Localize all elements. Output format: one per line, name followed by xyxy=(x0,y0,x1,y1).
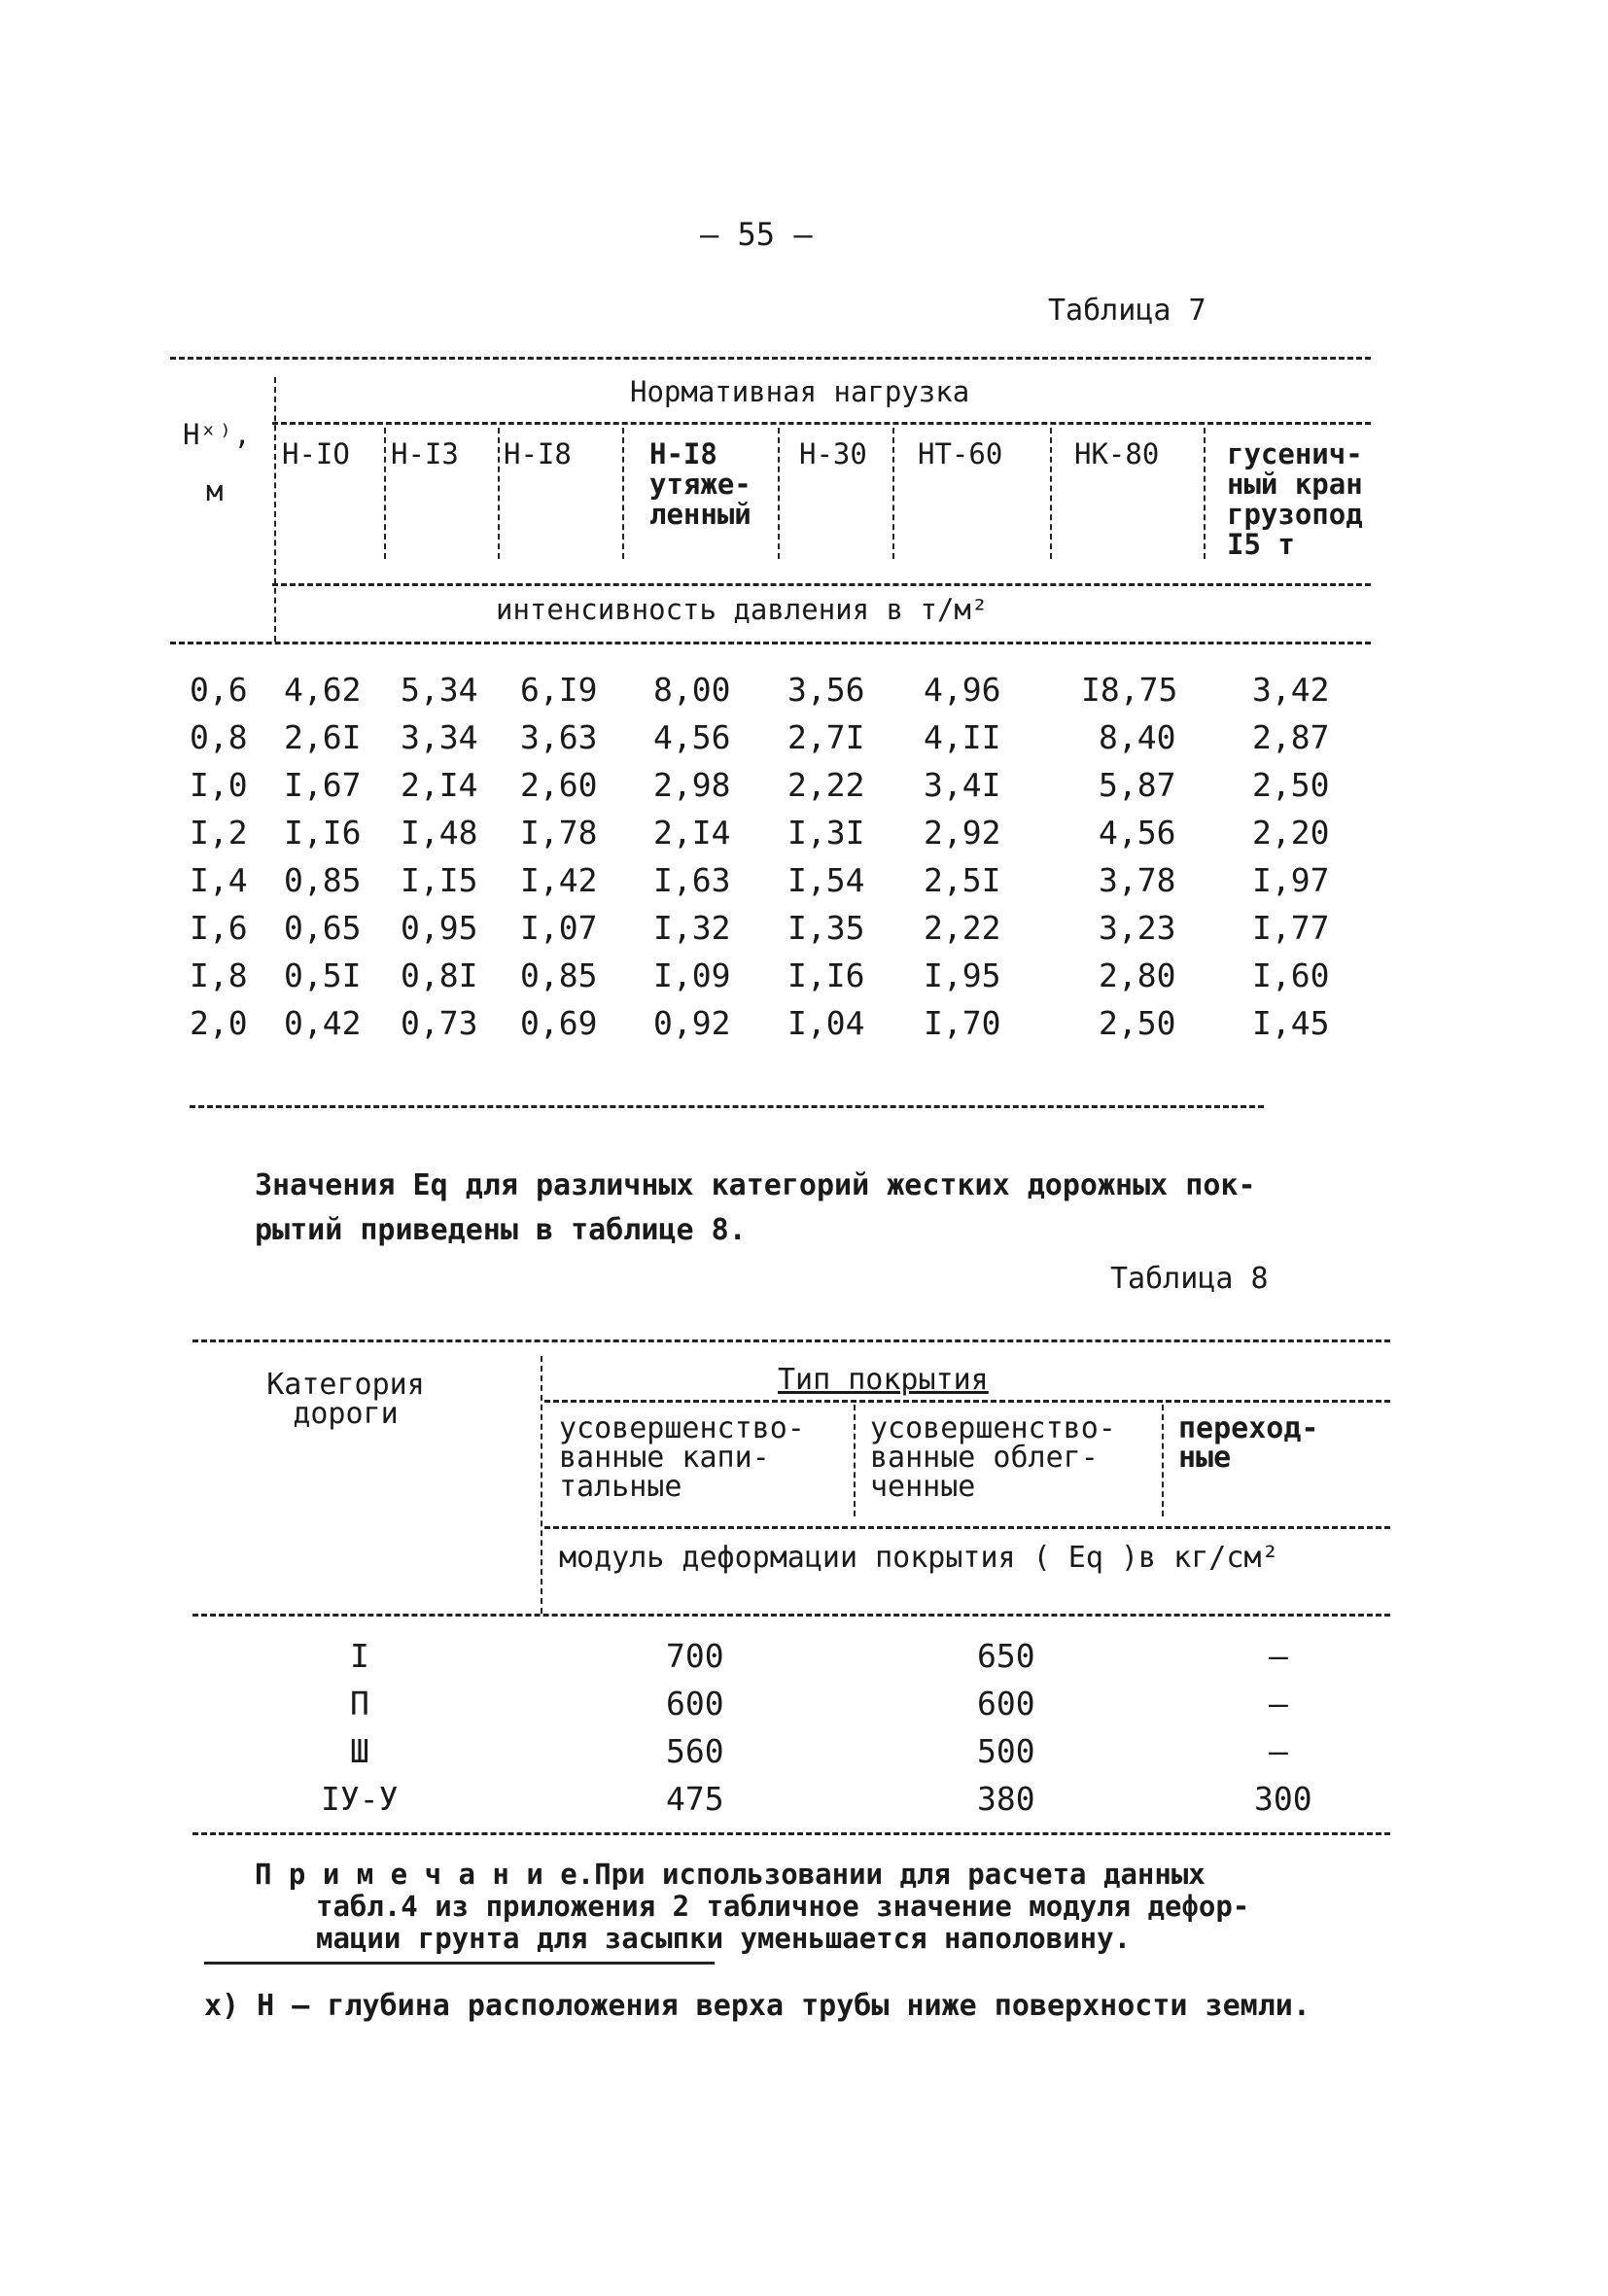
table7-cell: I,4 xyxy=(190,861,248,899)
table7-cell: I,70 xyxy=(924,1004,1001,1042)
table8-cell: – xyxy=(1269,1732,1288,1770)
table8-cell: 600 xyxy=(977,1685,1035,1722)
table7-cell: 3,34 xyxy=(401,718,478,756)
table7-cell: 0,85 xyxy=(520,957,598,994)
table7-cell: 0,85 xyxy=(284,861,362,899)
table8-cell: 650 xyxy=(977,1637,1035,1675)
table7-cell: I,60 xyxy=(1252,957,1330,994)
note-line: мации грунта для засыпки уменьшается наполовину. xyxy=(316,1922,1132,1955)
table7-cell: I,45 xyxy=(1252,1004,1330,1042)
footnote-rule xyxy=(204,1962,715,1965)
table7-cell: 2,I4 xyxy=(401,766,478,804)
table7-cell: 4,II xyxy=(924,718,1001,756)
table7-cell: 0,95 xyxy=(401,909,478,947)
table7-cell: 2,I4 xyxy=(653,814,731,852)
table7-cell: 6,I9 xyxy=(520,671,598,709)
table7-col-header: НТ-60 xyxy=(918,437,1003,470)
table7-col-header: Н-I3 xyxy=(391,437,459,470)
paragraph-line: Значения Eq для различных категорий жестких дорожных пок- xyxy=(255,1168,1256,1202)
table8-col0-header: Категория дороги xyxy=(266,1368,425,1431)
table7-caption: Таблица 7 xyxy=(1048,294,1206,328)
note-line xyxy=(255,1859,1206,1890)
table7-cell: I,2 xyxy=(190,814,248,852)
table7-cell: 2,7I xyxy=(787,718,865,756)
table8-cell: 380 xyxy=(977,1780,1035,1818)
table7-cell: 4,56 xyxy=(1099,814,1176,852)
table7-cell: I,77 xyxy=(1252,909,1330,947)
table7-col-header: Н-30 xyxy=(799,437,867,470)
table7-cell: I,I5 xyxy=(401,861,478,899)
table7-cell: 0,8I xyxy=(401,957,478,994)
table7-cell: 2,87 xyxy=(1252,718,1330,756)
table7-cell: 4,96 xyxy=(924,671,1001,709)
table7-cell: 5,34 xyxy=(401,671,478,709)
table7-cell: 0,92 xyxy=(653,1004,731,1042)
table7-cell: I,97 xyxy=(1252,861,1330,899)
page-number: — 55 — xyxy=(700,216,813,253)
table7-cell: I,6 xyxy=(190,909,248,947)
table8-cell: – xyxy=(1269,1685,1288,1722)
table7-cell: I,07 xyxy=(520,909,598,947)
table7-cell: 0,5I xyxy=(284,957,362,994)
table8-sub-header: модуль деформации покрытия ( Eq )в кг/см² xyxy=(559,1541,1279,1575)
table7-col-header: Н-I8 утяже- ленный xyxy=(649,437,752,531)
note-text: .При использовании для расчета данных xyxy=(577,1858,1206,1891)
table7-cell: 3,63 xyxy=(520,718,598,756)
table7-cell: 3,78 xyxy=(1099,861,1176,899)
table7-cell: I,95 xyxy=(924,957,1001,994)
table7-cell: I,67 xyxy=(284,766,362,804)
table7-cell: 2,98 xyxy=(653,766,731,804)
table7-cell: 5,87 xyxy=(1099,766,1176,804)
table7-cell: 3,4I xyxy=(924,766,1001,804)
table7-cell: I,04 xyxy=(787,1004,865,1042)
table7-cell: I,63 xyxy=(653,861,731,899)
table7-cell: 2,60 xyxy=(520,766,598,804)
paragraph-line: рытий приведены в таблице 8. xyxy=(255,1213,747,1247)
table7-cell: I,3I xyxy=(787,814,865,852)
table7-col-header: Н-IO xyxy=(282,437,350,470)
table7-cell: 2,50 xyxy=(1099,1004,1176,1042)
table8-cell: I xyxy=(350,1637,369,1675)
note-label: П р и м е ч а н и е xyxy=(255,1858,577,1891)
table7-cell: 0,8 xyxy=(190,718,248,756)
table7-cell: 3,56 xyxy=(787,671,865,709)
table7-cell: 2,22 xyxy=(787,766,865,804)
table8-col-header: усовершенство- ванные облег- ченные xyxy=(870,1411,1116,1504)
table7-h-label: Нˣ⁾, xyxy=(183,418,251,451)
table7-col-header: гусенич- ный кран грузопод I5 т xyxy=(1227,437,1363,561)
table7-cell: 0,73 xyxy=(401,1004,478,1042)
table7-cell: 2,92 xyxy=(924,814,1001,852)
table7-cell: I,I6 xyxy=(284,814,362,852)
table7-sub-header: интенсивность давления в т/м² xyxy=(496,593,989,626)
table7-cell: I,8 xyxy=(190,957,248,994)
table7-cell: I,54 xyxy=(787,861,865,899)
table7-col-header: Н-I8 xyxy=(504,437,572,470)
table7-cell: 8,40 xyxy=(1099,718,1176,756)
table7-cell: 0,6 xyxy=(190,671,248,709)
table7-cell: I,I6 xyxy=(787,957,865,994)
note-line: табл.4 из приложения 2 табличное значение модуля дефор- xyxy=(316,1890,1250,1923)
table7-cell: 2,20 xyxy=(1252,814,1330,852)
table8-cell: 475 xyxy=(666,1780,724,1818)
table7-cell: I,32 xyxy=(653,909,731,947)
table8-cell: 500 xyxy=(977,1732,1035,1770)
table7-cell: 3,23 xyxy=(1099,909,1176,947)
table7-cell: I,48 xyxy=(401,814,478,852)
table7-h-unit: м xyxy=(206,474,224,507)
table7-group-header: Нормативная нагрузка xyxy=(630,375,970,408)
table8-cell: 300 xyxy=(1254,1780,1312,1818)
table7-cell: 2,80 xyxy=(1099,957,1176,994)
table7-cell: 4,62 xyxy=(284,671,362,709)
table7-cell: I,0 xyxy=(190,766,248,804)
table7-cell: 3,42 xyxy=(1252,671,1330,709)
table7-col-header: НК-80 xyxy=(1074,437,1160,470)
table8-cell: – xyxy=(1269,1637,1288,1675)
table8-cell: П xyxy=(350,1685,369,1722)
table7-cell: I,78 xyxy=(520,814,598,852)
table7-cell: 8,00 xyxy=(653,671,731,709)
table7-cell: 2,22 xyxy=(924,909,1001,947)
table7-cell: I,35 xyxy=(787,909,865,947)
table8-col-header: усовершенство- ванные капи- тальные xyxy=(559,1411,805,1504)
table7-cell: 2,5I xyxy=(924,861,1001,899)
footnote: x) Н – глубина расположения верха трубы ниже поверхности земли. xyxy=(204,1989,1311,2023)
table8-cell: IУ-У xyxy=(321,1780,399,1818)
table7-cell: I8,75 xyxy=(1081,671,1178,709)
table8-cell: 560 xyxy=(666,1732,724,1770)
table7-cell: 2,50 xyxy=(1252,766,1330,804)
table7-cell: 2,6I xyxy=(284,718,362,756)
table7-cell: I,09 xyxy=(653,957,731,994)
table7-cell: 0,42 xyxy=(284,1004,362,1042)
table7-cell: 4,56 xyxy=(653,718,731,756)
table7-cell: 0,69 xyxy=(520,1004,598,1042)
table7-cell: 0,65 xyxy=(284,909,362,947)
table8-group-header: Тип покрытия xyxy=(778,1363,989,1397)
table8-cell: 600 xyxy=(666,1685,724,1722)
table8-col-header: переход- ные xyxy=(1178,1411,1319,1475)
table7-cell: 2,0 xyxy=(190,1004,248,1042)
table8-cell: Ш xyxy=(350,1732,369,1770)
table7-cell: I,42 xyxy=(520,861,598,899)
table8-cell: 700 xyxy=(666,1637,724,1675)
table8-caption: Таблица 8 xyxy=(1110,1262,1269,1296)
